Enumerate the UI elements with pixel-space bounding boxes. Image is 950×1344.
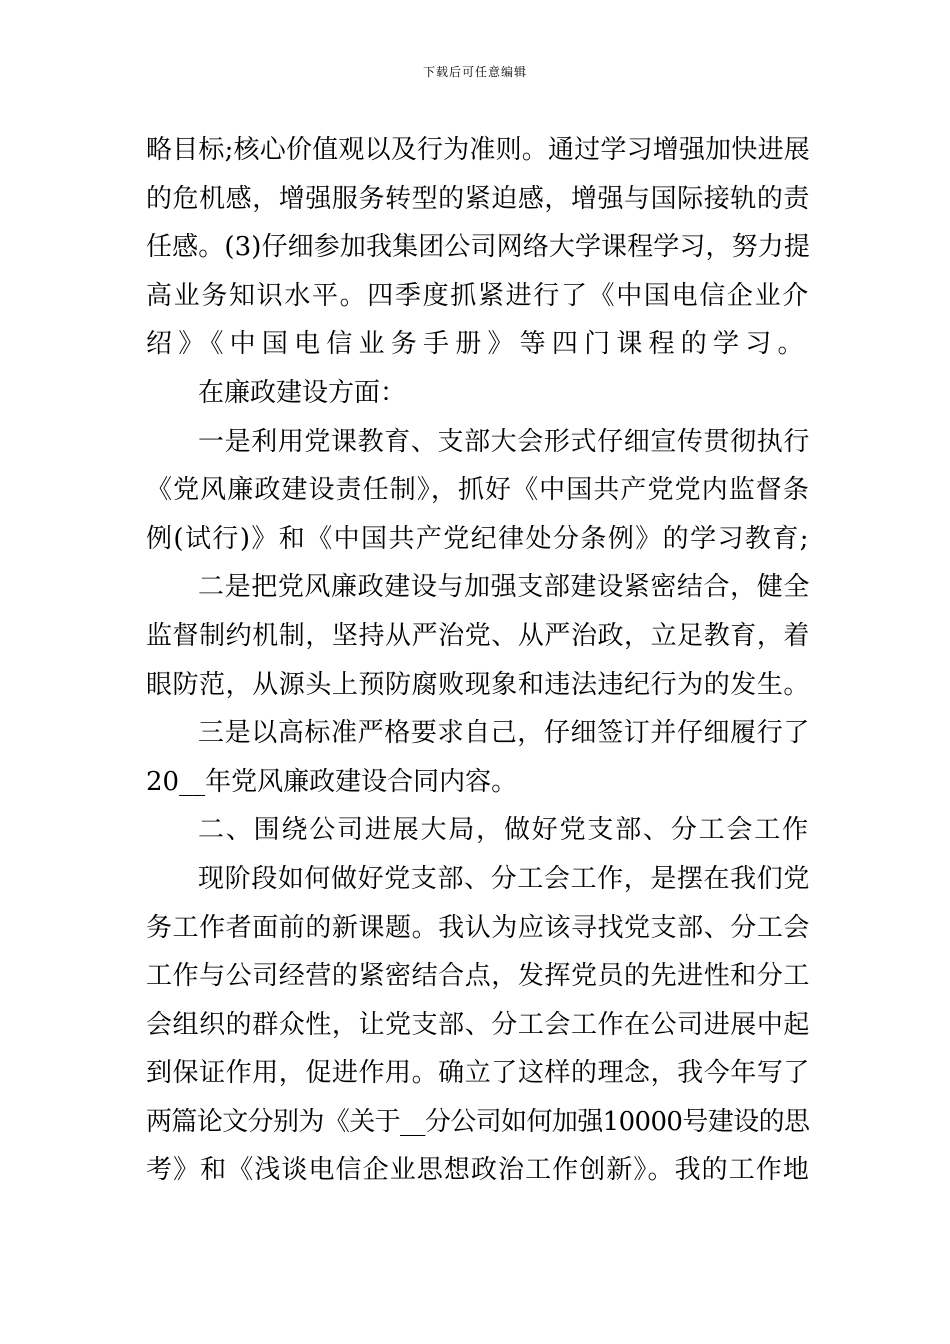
text-line: 现阶段如何做好党支部、分工会工作，是摆在我们党 (198, 863, 810, 894)
text-line: 考》和《浅谈电信企业思想政治工作创新》。我的工作地 (146, 1155, 810, 1186)
page-header: 下载后可任意编辑 (422, 65, 527, 79)
text-line: 眼防范，从源头上预防腐败现象和违法违纪行为的发生。 (146, 669, 810, 700)
document-body (146, 126, 810, 1195)
text-line: 二是把党风廉政建设与加强支部建设紧密结合，健全 (198, 572, 810, 603)
text-line: 《党风廉政建设责任制》，抓好《中国共产党党内监督条 (146, 475, 810, 506)
text-line: 会组织的群众性，让党支部、分工会工作在公司进展中起 (146, 1009, 810, 1040)
text-line: 一是利用党课教育、支部大会形式仔细宣传贯彻执行 (198, 426, 810, 457)
text-line: 绍》《中国电信业务手册》等四门课程的学习。 (146, 329, 810, 360)
text-line: 工作与公司经营的紧密结合点，发挥党员的先进性和分工 (146, 961, 810, 992)
text-line: 两篇论文分别为《关于__分公司如何加强10000号建设的思 (146, 1106, 810, 1137)
text-line: 任感。(3)仔细参加我集团公司网络大学课程学习，努力提 (146, 232, 810, 263)
text-line: 在廉政建设方面： (198, 377, 407, 408)
text-line: 20__年党风廉政建设合同内容。 (146, 766, 518, 797)
text-line: 二、围绕公司进展大局，做好党支部、分工会工作 (198, 815, 810, 846)
text-line: 高业务知识水平。四季度抓紧进行了《中国电信企业介 (146, 280, 810, 311)
text-line: 务工作者面前的新课题。我认为应该寻找党支部、分工会 (146, 912, 810, 943)
text-line: 的危机感，增强服务转型的紧迫感，增强与国际接轨的责 (146, 183, 810, 214)
text-line: 例(试行)》和《中国共产党纪律处分条例》的学习教育; (146, 523, 810, 554)
text-line: 略目标;核心价值观以及行为准则。通过学习增强加快进展 (146, 135, 810, 165)
text-line: 监督制约机制，坚持从严治党、从严治政，立足教育，着 (146, 620, 810, 651)
text-line: 三是以高标准严格要求自己，仔细签订并仔细履行了 (198, 718, 810, 749)
text-line: 到保证作用，促进作用。确立了这样的理念，我今年写了 (146, 1058, 810, 1089)
